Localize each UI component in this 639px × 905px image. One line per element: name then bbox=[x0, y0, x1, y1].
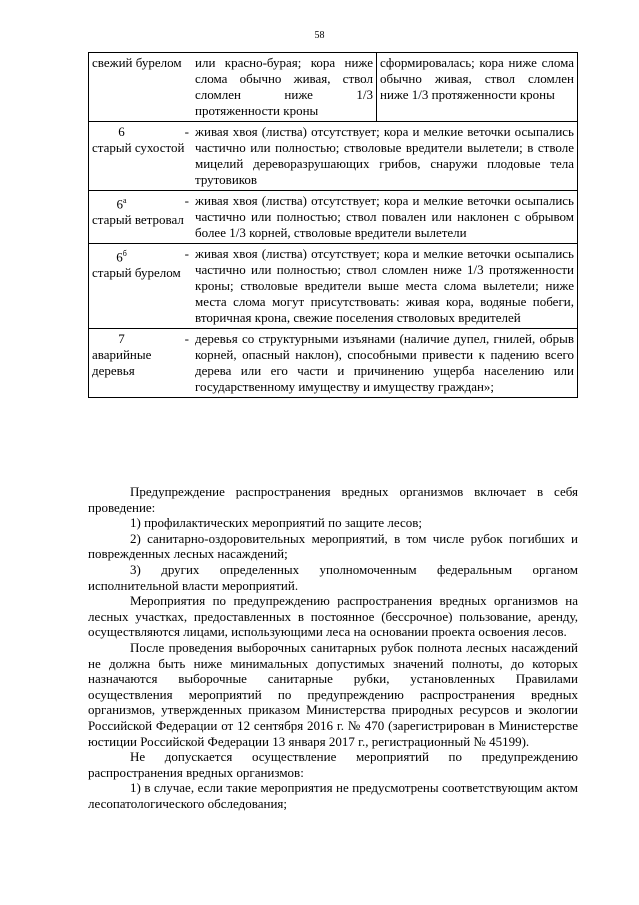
description-cell: живая хвоя (листва) отсутствует; кора и мелкие веточки осыпались частично или полностью; стволовые вредители вылетели; в стволе мицелий дереворазрушающих грибов, снаружи плодовые тела трутовиков bbox=[192, 122, 578, 191]
paragraph: Предупреждение распространения вредных организмов включает в себя проведение: bbox=[88, 484, 578, 515]
description-cell: живая хвоя (листва) отсутствует; кора и мелкие веточки осыпались частично или полностью; ствол повален или наклонен с обрывом более 1/3 корней, стволовые вредители вылетели bbox=[192, 191, 578, 244]
paragraph: 2) санитарно-оздоровительных мероприятий, в том числе рубок погибших и поврежденных лесных насаждений; bbox=[88, 530, 578, 562]
category-name: старый сухостой bbox=[92, 140, 185, 155]
category-number: $6^б$ bbox=[116, 249, 127, 265]
category-name: старый ветровал bbox=[92, 212, 184, 228]
table-row bbox=[89, 191, 578, 244]
description-cell: деревья со структурными изъянами (наличие дупел, гнилей, обрыв корней, опасный наклон), способными привести к падению всего дерева или его части и причинению ущерба населению или государственному имуществу и имуществу граждан»; bbox=[192, 329, 578, 398]
category-dash: - bbox=[184, 331, 189, 346]
paragraph: После проведения выборочных санитарных рубок полнота лесных насаждений не должна быть ниже минимальных допустимых значений полноты, до которых назначаются выборочные санитарные рубки, установленных Правилами осуществления мероприятий по предупреждению распространения вредных организмов, утвержденных приказом Министерства природных ресурсов и экологии Российской Федерации от 12 сентября 2016 г. № 470 (зарегистрирован в Министерстве юстиции Российской Федерации 13 января 2017 г., регистрационный № 45199). bbox=[88, 639, 578, 749]
category-cell bbox=[89, 329, 193, 398]
category-number: 7 bbox=[118, 331, 125, 346]
category-number: $6^а$ bbox=[116, 196, 127, 212]
category-name: старый бурелом bbox=[92, 265, 181, 281]
category-table bbox=[88, 52, 578, 398]
category-cell bbox=[89, 244, 193, 329]
paragraph: 3) других определенных уполномоченным федеральным органом исполнительной власти мероприятий. bbox=[88, 561, 578, 593]
table-row bbox=[89, 122, 578, 191]
category-number: 6 bbox=[118, 124, 125, 139]
paragraph: Не допускается осуществление мероприятий по предупреждению распространения вредных организмов: bbox=[88, 749, 578, 780]
category-name: свежий бурелом bbox=[92, 55, 182, 70]
category-cell bbox=[89, 53, 193, 122]
category-cell bbox=[89, 191, 193, 244]
description-cell: живая хвоя (листва) отсутствует; кора и мелкие веточки осыпались частично или полностью; ствол сломлен ниже 1/3 протяженности кроны; стволовые вредители выше места слома вылетели; ниже места слома могут присутствовать: живая кора, водяные побеги, вторичная крона, свежие поселения стволовых вредителей bbox=[192, 244, 578, 329]
body-text bbox=[88, 484, 578, 811]
paragraph: 1) профилактических мероприятий по защите лесов; bbox=[130, 515, 422, 531]
paragraph: Мероприятия по предупреждению распространения вредных организмов на лесных участках, предоставленных в постоянное (бессрочное) пользование, аренду, осуществляются лицами, использующими леса на основании проекта освоения лесов. bbox=[88, 593, 578, 640]
category-name: аварийные деревья bbox=[92, 347, 152, 378]
paragraph: 1) в случае, если такие мероприятия не предусмотрены соответствующим актом лесопатологического обследования; bbox=[88, 780, 578, 811]
category-cell bbox=[89, 122, 193, 191]
page-number: 58 bbox=[314, 30, 325, 41]
description-cell: или красно-бурая; кора ниже слома обычно живая, ствол сломлен ниже 1/3 протяженности кроны bbox=[192, 53, 377, 122]
table-row bbox=[89, 244, 578, 329]
description-cell: сформировалась; кора ниже слома обычно живая, ствол сломлен ниже 1/3 протяженности кроны bbox=[377, 53, 578, 122]
table-row bbox=[89, 329, 578, 398]
category-dash: - bbox=[184, 246, 189, 261]
category-dash: - bbox=[184, 124, 189, 139]
table-row bbox=[89, 53, 578, 122]
category-dash: - bbox=[184, 193, 189, 208]
